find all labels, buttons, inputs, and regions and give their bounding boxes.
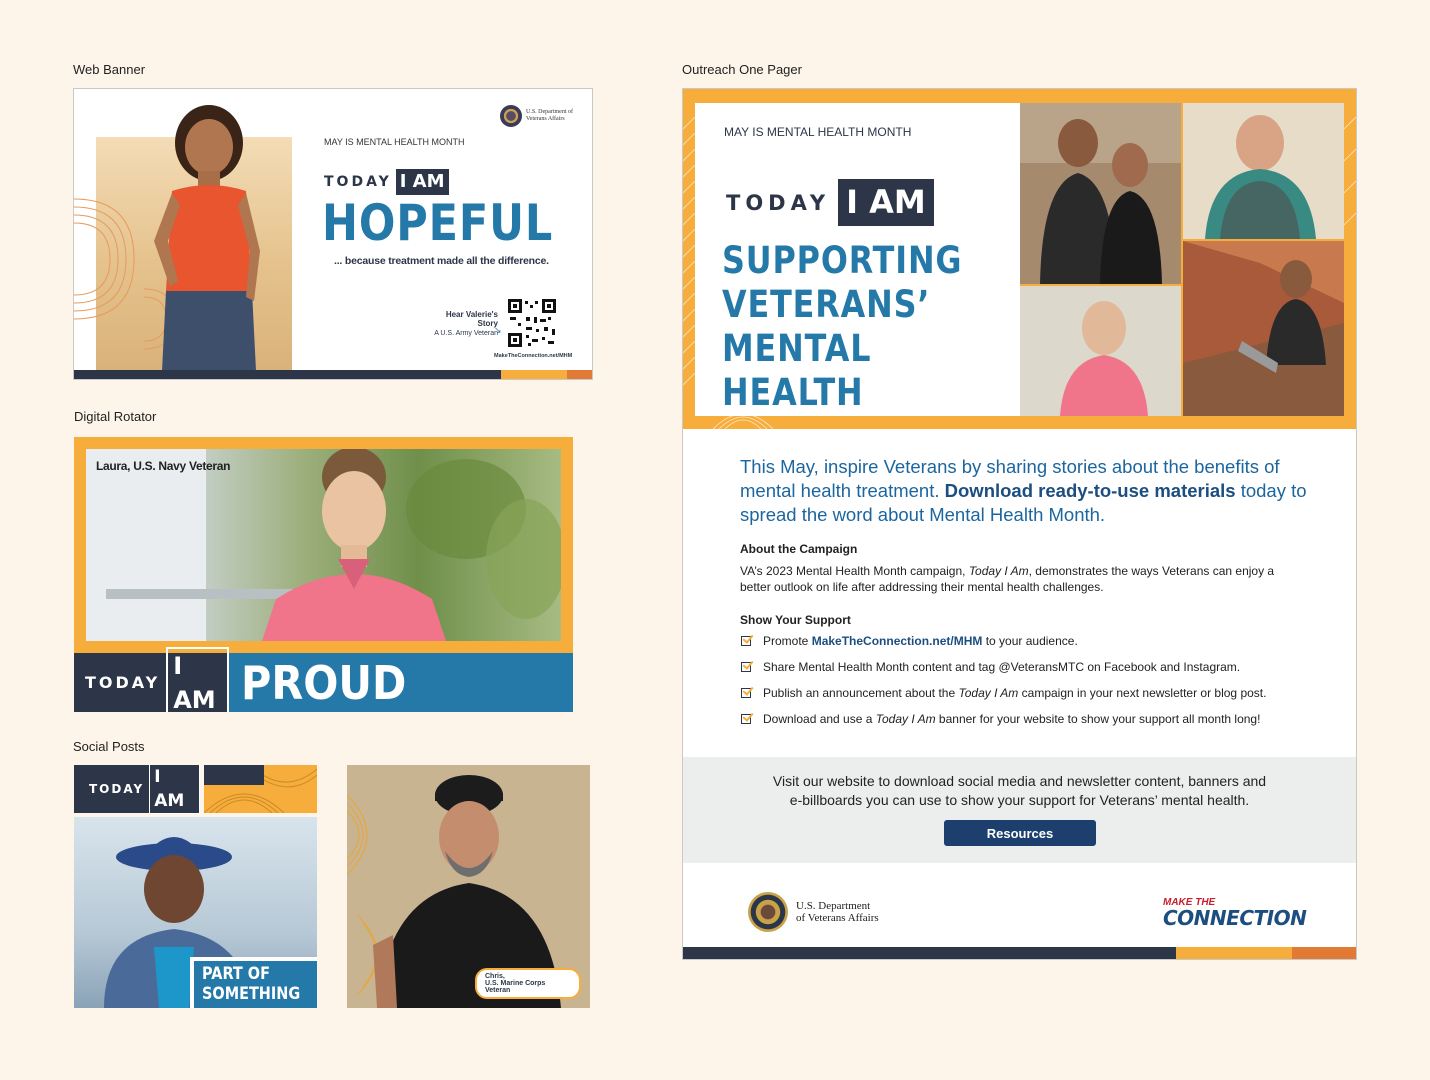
headline-line-1: SUPPORTING xyxy=(722,239,963,282)
va-logo xyxy=(500,105,586,127)
intro-bold: Download ready-to-use materials xyxy=(944,480,1236,501)
story-title: Hear Valerie's Story xyxy=(445,310,498,328)
checkbox-icon xyxy=(741,636,751,646)
va-logo-text: U.S. Department of Veterans Affairs xyxy=(526,109,573,122)
qr-code-icon[interactable] xyxy=(508,299,556,347)
item-italic: Today I Am xyxy=(958,686,1019,700)
checkbox-icon xyxy=(741,714,751,724)
va-line-2: of Veterans Affairs xyxy=(796,912,879,924)
one-pager-caption: Outreach One Pager xyxy=(682,62,802,77)
social-logo-panel xyxy=(74,765,200,813)
arrow-icon: ↘ xyxy=(494,325,502,335)
rotator-name: Laura, U.S. Navy Veteran xyxy=(96,459,231,473)
va-seal-icon xyxy=(748,892,788,932)
web-banner xyxy=(73,88,593,380)
banner-url[interactable]: MakeTheConnection.net/MHM xyxy=(494,353,573,359)
checkbox-icon xyxy=(741,688,751,698)
outreach-one-pager xyxy=(682,88,1357,960)
mtc-connection: CONNECTION xyxy=(1163,906,1307,930)
social-posts-caption: Social Posts xyxy=(73,739,145,754)
headline-line-1: PART OF xyxy=(202,964,270,984)
today-word: TODAY xyxy=(726,190,831,215)
one-pager-color-bar xyxy=(683,947,1356,959)
today-word: TODAY xyxy=(324,174,392,190)
mtc-link[interactable]: MakeTheConnection.net/MHM xyxy=(811,634,983,648)
name-tag-branch: U.S. Marine Corps Veteran xyxy=(485,980,546,994)
digital-rotator xyxy=(74,437,573,712)
intro-paragraph xyxy=(740,455,1330,527)
headline-line-2: VETERANS’ xyxy=(722,283,931,326)
va-line-1: U.S. Department xyxy=(796,900,871,912)
item-text: Share Mental Health Month content and tag @VeteransMTC on Facebook and Instagram. xyxy=(763,660,1241,674)
decorative-line-pattern xyxy=(204,765,317,813)
i-am-word: I AM xyxy=(149,765,200,814)
banner-headline: HOPEFUL xyxy=(322,194,554,252)
social-headline-panel xyxy=(190,957,317,1008)
digital-rotator-caption: Digital Rotator xyxy=(74,409,157,424)
rotator-headline: PROUD xyxy=(241,656,407,710)
support-title: Show Your Support xyxy=(740,613,851,627)
today-i-am-logo xyxy=(324,169,449,195)
headline-line-2: SOMETHING xyxy=(202,984,301,1004)
social-post-part-of-something xyxy=(74,765,317,1008)
make-the-connection-logo xyxy=(1163,897,1306,928)
about-text-1: VA’s 2023 Mental Health Month campaign, xyxy=(740,564,966,578)
one-pager-headline xyxy=(722,239,978,415)
rotator-logo-panel xyxy=(74,653,229,712)
web-banner-caption: Web Banner xyxy=(73,62,146,77)
today-word: TODAY xyxy=(89,782,145,796)
name-tag-name: Chris, xyxy=(485,973,505,980)
visit-line-1: Visit our website to download social media and newsletter content, banners and xyxy=(772,773,1267,789)
banner-tagline: ... because treatment made all the difference. xyxy=(334,255,549,267)
laura-portrait xyxy=(86,449,561,641)
resources-band xyxy=(683,757,1356,863)
support-list xyxy=(741,628,1341,732)
intro-text-1: This May, inspire Veterans by sharing stories about the benefits of mental health treatment. xyxy=(740,456,1280,501)
support-item xyxy=(741,628,1341,654)
today-i-am-logo xyxy=(726,179,934,226)
i-am-word: I AM xyxy=(396,169,449,195)
item-text: to your audience. xyxy=(985,634,1078,648)
i-am-word: I AM xyxy=(166,647,229,713)
veterans-photo-grid xyxy=(1020,103,1344,416)
rotator-headline-panel xyxy=(229,653,573,712)
story-callout xyxy=(424,310,498,337)
item-text: banner for your website to show your support all month long! xyxy=(938,712,1261,726)
header-text-panel xyxy=(695,103,1020,416)
support-item xyxy=(741,680,1341,706)
story-subtitle: A U.S. Army Veteran xyxy=(434,330,498,337)
intro-text-2: today to spread the word about Mental Health Month. xyxy=(740,480,1307,525)
social-post-chris xyxy=(347,765,590,1008)
one-pager-kicker: MAY IS MENTAL HEALTH MONTH xyxy=(724,125,912,139)
name-tag xyxy=(475,968,581,999)
visit-text xyxy=(683,772,1356,810)
item-text: Promote xyxy=(763,634,809,648)
about-paragraph xyxy=(740,563,1300,595)
checkbox-icon xyxy=(741,662,751,672)
about-title: About the Campaign xyxy=(740,542,858,556)
headline-line-3: MENTAL HEALTH xyxy=(722,327,872,414)
laura-photo xyxy=(86,449,561,641)
about-italic: Today I Am xyxy=(968,564,1029,578)
item-text: Download and use a xyxy=(763,712,873,726)
banner-color-bar xyxy=(74,370,592,379)
banner-kicker: MAY IS MENTAL HEALTH MONTH xyxy=(324,137,465,147)
i-am-word: I AM xyxy=(838,179,934,226)
item-text: Publish an announcement about the xyxy=(763,686,956,700)
today-word: TODAY xyxy=(85,673,161,692)
item-text: campaign in your next newsletter or blog post. xyxy=(1021,686,1267,700)
va-seal-icon xyxy=(500,105,522,127)
valerie-portrait xyxy=(134,101,284,371)
support-item xyxy=(741,706,1341,732)
va-footer-text xyxy=(796,900,879,924)
about-text-2: , demonstrates the ways Veterans can enjoy a better outlook on life after addressing their mental health challenges. xyxy=(740,564,1275,594)
va-footer-logo xyxy=(748,892,879,932)
resources-button[interactable]: Resources xyxy=(944,820,1096,846)
item-italic: Today I Am xyxy=(875,712,936,726)
support-item xyxy=(741,654,1341,680)
mtc-make: MAKE THE xyxy=(1163,897,1216,908)
visit-line-2: e-billboards you can use to show your support for Veterans’ mental health. xyxy=(789,792,1250,808)
